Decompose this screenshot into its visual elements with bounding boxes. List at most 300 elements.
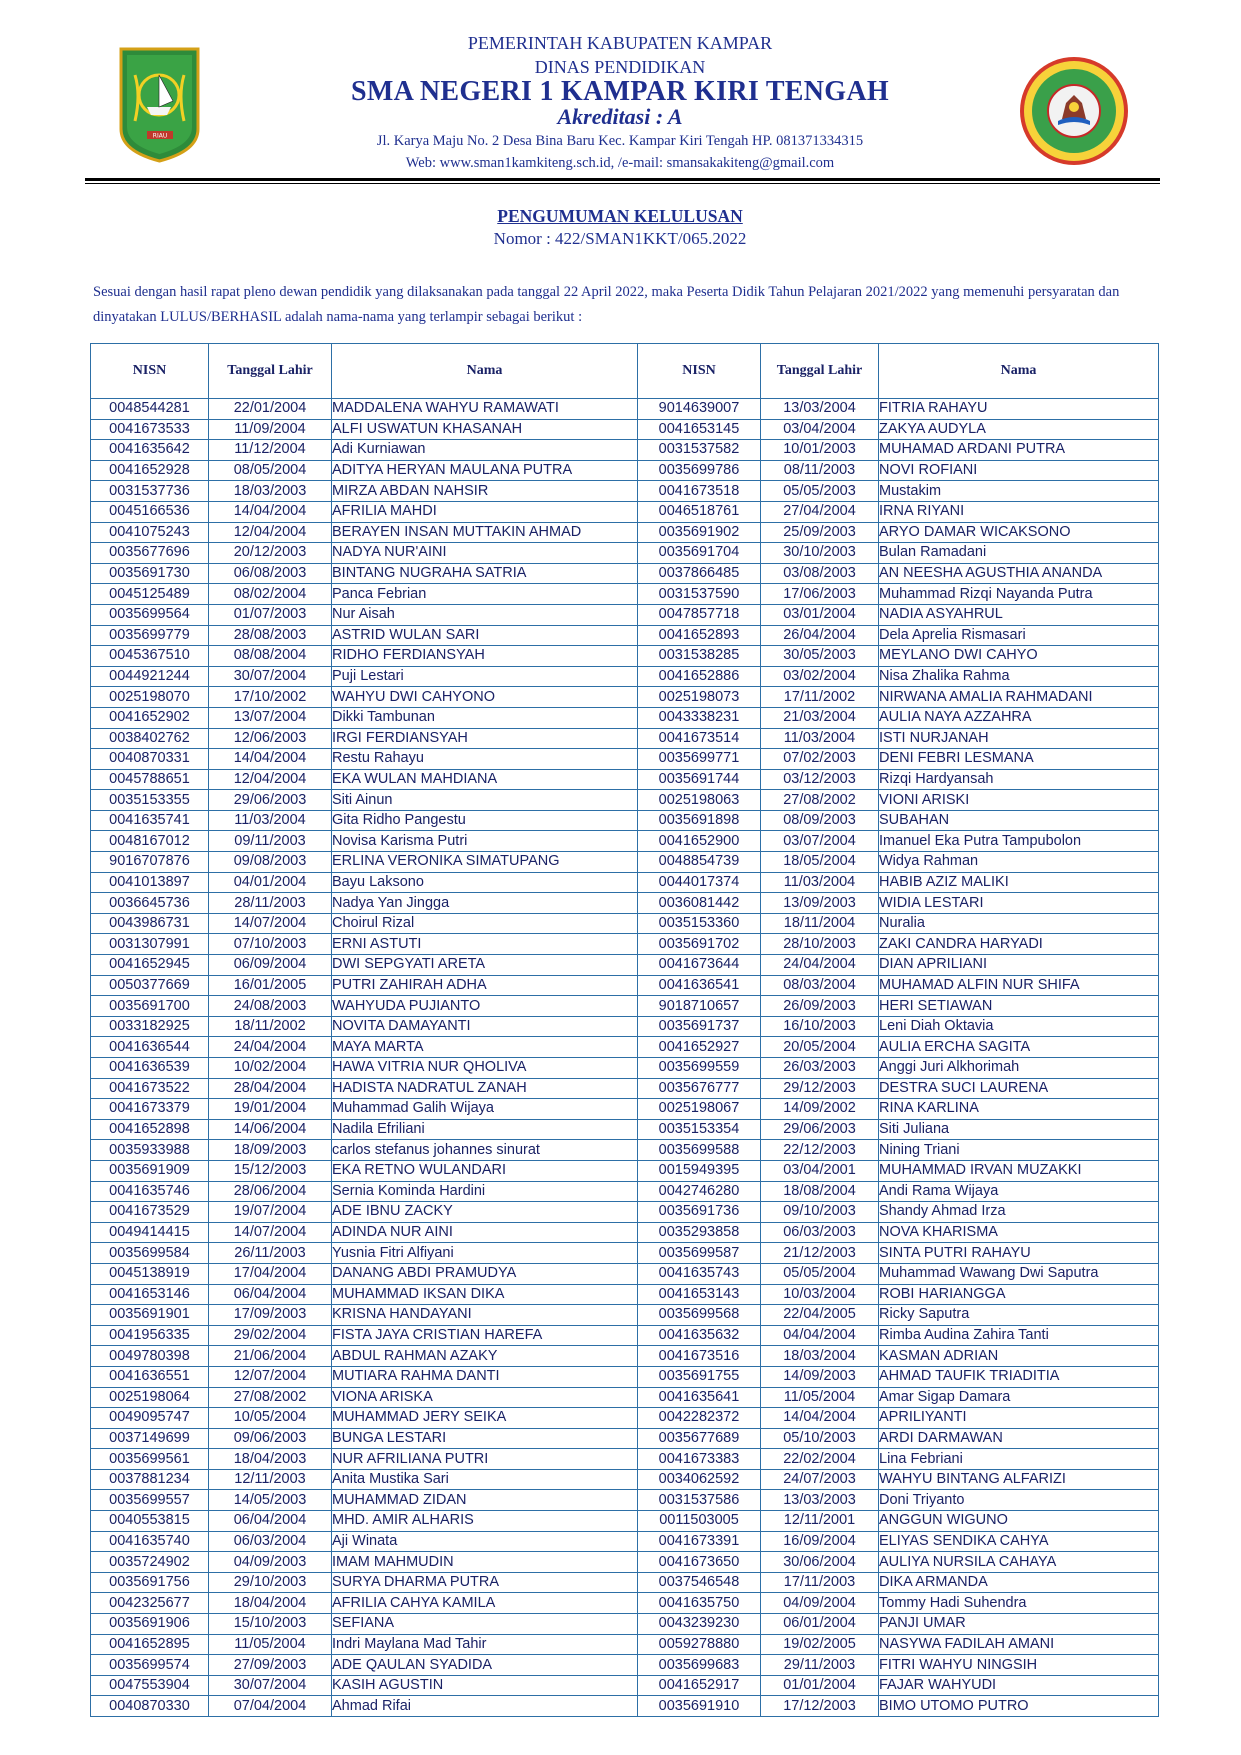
- table-row: [91, 1634, 1159, 1655]
- cell-name: AN NEESHA AGUSTHIA ANANDA: [879, 563, 1159, 584]
- cell-birth-date: 18/04/2004: [209, 1593, 332, 1614]
- cell-birth-date: 07/04/2004: [209, 1696, 332, 1717]
- cell-nisn: 0035699786: [638, 460, 761, 481]
- cell-birth-date: 05/05/2003: [761, 481, 879, 502]
- cell-nisn: 0049414415: [91, 1222, 209, 1243]
- table-row: [91, 501, 1159, 522]
- cell-name: Lina Febriani: [879, 1449, 1159, 1470]
- table-row: [91, 975, 1159, 996]
- cell-nisn: 0035676777: [638, 1078, 761, 1099]
- table-row: [91, 646, 1159, 667]
- cell-name: Dikki Tambunan: [332, 707, 638, 728]
- cell-nisn: 0041652893: [638, 625, 761, 646]
- cell-birth-date: 08/05/2004: [209, 460, 332, 481]
- cell-name: AULIA NAYA AZZAHRA: [879, 707, 1159, 728]
- cell-nisn: 0046518761: [638, 501, 761, 522]
- cell-name: Rimba Audina Zahira Tanti: [879, 1325, 1159, 1346]
- table-row: [91, 1593, 1159, 1614]
- cell-name: WAHYUDA PUJIANTO: [332, 996, 638, 1017]
- cell-nisn: 0041636544: [91, 1037, 209, 1058]
- cell-birth-date: 14/09/2003: [761, 1366, 879, 1387]
- cell-birth-date: 17/09/2003: [209, 1305, 332, 1326]
- cell-nisn: 0041652895: [91, 1634, 209, 1655]
- cell-nisn: 0025198073: [638, 687, 761, 708]
- cell-birth-date: 30/07/2004: [209, 666, 332, 687]
- cell-nisn: 0041673529: [91, 1202, 209, 1223]
- cell-nisn: 0045138919: [91, 1263, 209, 1284]
- cell-nisn: 0047857718: [638, 604, 761, 625]
- cell-name: NASYWA FADILAH AMANI: [879, 1634, 1159, 1655]
- cell-name: Siti Juliana: [879, 1119, 1159, 1140]
- cell-birth-date: 12/04/2004: [209, 769, 332, 790]
- cell-birth-date: 12/06/2003: [209, 728, 332, 749]
- cell-birth-date: 06/04/2004: [209, 1511, 332, 1532]
- table-row: [91, 1140, 1159, 1161]
- cell-nisn: 0031537736: [91, 481, 209, 502]
- cell-name: HERI SETIAWAN: [879, 996, 1159, 1017]
- cell-name: Restu Rahayu: [332, 749, 638, 770]
- cell-name: DWI SEPGYATI ARETA: [332, 955, 638, 976]
- cell-birth-date: 30/05/2003: [761, 646, 879, 667]
- cell-name: Nisa Zhalika Rahma: [879, 666, 1159, 687]
- cell-name: Mustakim: [879, 481, 1159, 502]
- cell-nisn: 0035699564: [91, 604, 209, 625]
- cell-birth-date: 06/09/2004: [209, 955, 332, 976]
- cell-name: Ahmad Rifai: [332, 1696, 638, 1717]
- school-seal-logo: [1018, 55, 1130, 167]
- table-row: [91, 1614, 1159, 1635]
- cell-name: ADITYA HERYAN MAULANA PUTRA: [332, 460, 638, 481]
- cell-nisn: 0025198064: [91, 1387, 209, 1408]
- cell-nisn: 0041673650: [638, 1552, 761, 1573]
- cell-birth-date: 27/08/2002: [761, 790, 879, 811]
- table-row: [91, 728, 1159, 749]
- table-row: [91, 769, 1159, 790]
- cell-name: EKA RETNO WULANDARI: [332, 1160, 638, 1181]
- header-nisn: NISN: [638, 344, 761, 399]
- cell-name: BIMO UTOMO PUTRO: [879, 1696, 1159, 1717]
- cell-name: VIONA ARISKA: [332, 1387, 638, 1408]
- letterhead-divider: [85, 178, 1160, 181]
- table-row: [91, 1058, 1159, 1079]
- cell-birth-date: 11/03/2004: [761, 728, 879, 749]
- cell-name: NOVA KHARISMA: [879, 1222, 1159, 1243]
- cell-birth-date: 14/07/2004: [209, 1222, 332, 1243]
- table-row: [91, 1016, 1159, 1037]
- cell-nisn: 0031538285: [638, 646, 761, 667]
- cell-birth-date: 12/04/2004: [209, 522, 332, 543]
- table-row: [91, 1181, 1159, 1202]
- cell-name: Aji Winata: [332, 1531, 638, 1552]
- cell-nisn: 0050377669: [91, 975, 209, 996]
- cell-birth-date: 19/07/2004: [209, 1202, 332, 1223]
- table-row: [91, 1099, 1159, 1120]
- cell-name: Shandy Ahmad Irza: [879, 1202, 1159, 1223]
- cell-name: FAJAR WAHYUDI: [879, 1675, 1159, 1696]
- cell-birth-date: 14/07/2004: [209, 913, 332, 934]
- cell-nisn: 0041075243: [91, 522, 209, 543]
- cell-birth-date: 25/09/2003: [761, 522, 879, 543]
- cell-nisn: 0041673391: [638, 1531, 761, 1552]
- cell-birth-date: 12/11/2001: [761, 1511, 879, 1532]
- cell-nisn: 0044921244: [91, 666, 209, 687]
- letterhead-accreditation: Akreditasi : A: [557, 104, 683, 129]
- cell-nisn: 0035699588: [638, 1140, 761, 1161]
- cell-name: MHD. AMIR ALHARIS: [332, 1511, 638, 1532]
- table-row: [91, 1119, 1159, 1140]
- cell-name: NADYA NUR'AINI: [332, 543, 638, 564]
- cell-nisn: 0041652928: [91, 460, 209, 481]
- table-row: [91, 666, 1159, 687]
- cell-birth-date: 05/05/2004: [761, 1263, 879, 1284]
- cell-birth-date: 13/03/2004: [761, 399, 879, 420]
- cell-nisn: 0036645736: [91, 893, 209, 914]
- cell-name: WAHYU DWI CAHYONO: [332, 687, 638, 708]
- cell-name: Doni Triyanto: [879, 1490, 1159, 1511]
- cell-name: Widya Rahman: [879, 852, 1159, 873]
- cell-name: Indri Maylana Mad Tahir: [332, 1634, 638, 1655]
- cell-birth-date: 30/06/2004: [761, 1552, 879, 1573]
- cell-name: ZAKI CANDRA HARYADI: [879, 934, 1159, 955]
- cell-nisn: 0041652917: [638, 1675, 761, 1696]
- cell-nisn: 0041635750: [638, 1593, 761, 1614]
- cell-birth-date: 24/07/2003: [761, 1469, 879, 1490]
- cell-nisn: 0035153355: [91, 790, 209, 811]
- cell-nisn: 0045125489: [91, 584, 209, 605]
- cell-birth-date: 28/06/2004: [209, 1181, 332, 1202]
- table-row: [91, 481, 1159, 502]
- cell-nisn: 0040870330: [91, 1696, 209, 1717]
- table-row: [91, 1675, 1159, 1696]
- header-birth-date: Tanggal Lahir: [209, 344, 332, 399]
- cell-name: IMAM MAHMUDIN: [332, 1552, 638, 1573]
- cell-name: Choirul Rizal: [332, 913, 638, 934]
- table-row: [91, 749, 1159, 770]
- cell-name: Ricky Saputra: [879, 1305, 1159, 1326]
- cell-nisn: 9016707876: [91, 852, 209, 873]
- cell-birth-date: 18/04/2003: [209, 1449, 332, 1470]
- cell-nisn: 0035691730: [91, 563, 209, 584]
- cell-nisn: 0041636551: [91, 1366, 209, 1387]
- cell-name: ADINDA NUR AINI: [332, 1222, 638, 1243]
- cell-nisn: 0041673518: [638, 481, 761, 502]
- cell-name: WIDIA LESTARI: [879, 893, 1159, 914]
- cell-nisn: 0035691902: [638, 522, 761, 543]
- table-row: [91, 1449, 1159, 1470]
- cell-nisn: 0041653143: [638, 1284, 761, 1305]
- table-row: [91, 584, 1159, 605]
- cell-name: MUTIARA RAHMA DANTI: [332, 1366, 638, 1387]
- cell-birth-date: 06/03/2003: [761, 1222, 879, 1243]
- cell-name: ERNI ASTUTI: [332, 934, 638, 955]
- table-row: [91, 913, 1159, 934]
- cell-birth-date: 14/04/2004: [209, 501, 332, 522]
- cell-birth-date: 11/03/2004: [209, 810, 332, 831]
- cell-birth-date: 11/05/2004: [209, 1634, 332, 1655]
- cell-name: SINTA PUTRI RAHAYU: [879, 1243, 1159, 1264]
- cell-nisn: 0035691909: [91, 1160, 209, 1181]
- letterhead-web: Web: www.sman1kamkiteng.sch.id, /e-mail: smansakakiteng@gmail.com: [405, 155, 835, 171]
- table-row: [91, 604, 1159, 625]
- table-row: [91, 1284, 1159, 1305]
- cell-name: HABIB AZIZ MALIKI: [879, 872, 1159, 893]
- cell-nisn: 0041673379: [91, 1099, 209, 1120]
- table-body: [91, 399, 1159, 1717]
- cell-nisn: 0035933988: [91, 1140, 209, 1161]
- cell-nisn: 0031537590: [638, 584, 761, 605]
- cell-birth-date: 07/02/2003: [761, 749, 879, 770]
- table-row: [91, 790, 1159, 811]
- table-row: [91, 625, 1159, 646]
- table-row: [91, 707, 1159, 728]
- table-row: [91, 934, 1159, 955]
- cell-name: NIRWANA AMALIA RAHMADANI: [879, 687, 1159, 708]
- cell-birth-date: 16/09/2004: [761, 1531, 879, 1552]
- cell-birth-date: 29/12/2003: [761, 1078, 879, 1099]
- cell-nisn: 0035691755: [638, 1366, 761, 1387]
- cell-birth-date: 11/09/2004: [209, 419, 332, 440]
- cell-name: Sernia Kominda Hardini: [332, 1181, 638, 1202]
- cell-name: KASIH AGUSTIN: [332, 1675, 638, 1696]
- cell-nisn: 0041652927: [638, 1037, 761, 1058]
- cell-birth-date: 03/08/2003: [761, 563, 879, 584]
- cell-name: MUHAMMAD ZIDAN: [332, 1490, 638, 1511]
- cell-birth-date: 06/01/2004: [761, 1614, 879, 1635]
- cell-birth-date: 29/06/2003: [761, 1119, 879, 1140]
- cell-name: ALFI USWATUN KHASANAH: [332, 419, 638, 440]
- cell-nisn: 0031537582: [638, 440, 761, 461]
- cell-nisn: 0041635642: [91, 440, 209, 461]
- table-row: [91, 996, 1159, 1017]
- table-row: [91, 522, 1159, 543]
- cell-name: DENI FEBRI LESMANA: [879, 749, 1159, 770]
- cell-birth-date: 03/12/2003: [761, 769, 879, 790]
- header-name: Nama: [879, 344, 1159, 399]
- cell-birth-date: 12/11/2003: [209, 1469, 332, 1490]
- cell-birth-date: 30/07/2004: [209, 1675, 332, 1696]
- table-row: [91, 1305, 1159, 1326]
- cell-name: FITRI WAHYU NINGSIH: [879, 1655, 1159, 1676]
- cell-nisn: 0041673644: [638, 955, 761, 976]
- cell-name: ADE QAULAN SYADIDA: [332, 1655, 638, 1676]
- cell-birth-date: 20/12/2003: [209, 543, 332, 564]
- table-row: [91, 1490, 1159, 1511]
- cell-birth-date: 05/10/2003: [761, 1428, 879, 1449]
- cell-birth-date: 03/04/2004: [761, 419, 879, 440]
- cell-nisn: 0041635632: [638, 1325, 761, 1346]
- table-row: [91, 687, 1159, 708]
- cell-nisn: 0048544281: [91, 399, 209, 420]
- cell-nisn: 0059278880: [638, 1634, 761, 1655]
- cell-birth-date: 09/08/2003: [209, 852, 332, 873]
- cell-name: ASTRID WULAN SARI: [332, 625, 638, 646]
- cell-nisn: 0035699574: [91, 1655, 209, 1676]
- cell-birth-date: 10/03/2004: [761, 1284, 879, 1305]
- cell-birth-date: 18/08/2004: [761, 1181, 879, 1202]
- cell-nisn: 0025198067: [638, 1099, 761, 1120]
- cell-name: ANGGUN WIGUNO: [879, 1511, 1159, 1532]
- table-row: [91, 1325, 1159, 1346]
- cell-nisn: 0043986731: [91, 913, 209, 934]
- cell-name: Nuralia: [879, 913, 1159, 934]
- table-row: [91, 831, 1159, 852]
- cell-nisn: 0031307991: [91, 934, 209, 955]
- cell-nisn: 9018710657: [638, 996, 761, 1017]
- cell-birth-date: 28/08/2003: [209, 625, 332, 646]
- cell-birth-date: 04/09/2003: [209, 1552, 332, 1573]
- cell-nisn: 0041653145: [638, 419, 761, 440]
- cell-birth-date: 19/01/2004: [209, 1099, 332, 1120]
- cell-name: ARDI DARMAWAN: [879, 1428, 1159, 1449]
- header-name: Nama: [332, 344, 638, 399]
- cell-name: Puji Lestari: [332, 666, 638, 687]
- table-row: [91, 543, 1159, 564]
- table-row: [91, 955, 1159, 976]
- cell-name: DESTRA SUCI LAURENA: [879, 1078, 1159, 1099]
- cell-name: Anita Mustika Sari: [332, 1469, 638, 1490]
- cell-birth-date: 08/08/2004: [209, 646, 332, 667]
- table-row: [91, 1655, 1159, 1676]
- cell-name: Amar Sigap Damara: [879, 1387, 1159, 1408]
- cell-nisn: 0031537586: [638, 1490, 761, 1511]
- table-row: [91, 1696, 1159, 1717]
- cell-birth-date: 13/03/2003: [761, 1490, 879, 1511]
- cell-name: Bayu Laksono: [332, 872, 638, 893]
- cell-birth-date: 24/08/2003: [209, 996, 332, 1017]
- cell-birth-date: 18/11/2002: [209, 1016, 332, 1037]
- cell-birth-date: 27/09/2003: [209, 1655, 332, 1676]
- cell-name: FITRIA RAHAYU: [879, 399, 1159, 420]
- cell-nisn: 0035699584: [91, 1243, 209, 1264]
- cell-birth-date: 18/05/2004: [761, 852, 879, 873]
- cell-nisn: 0041673533: [91, 419, 209, 440]
- cell-birth-date: 11/05/2004: [761, 1387, 879, 1408]
- cell-nisn: 0035691704: [638, 543, 761, 564]
- cell-birth-date: 17/11/2002: [761, 687, 879, 708]
- cell-birth-date: 10/01/2003: [761, 440, 879, 461]
- cell-birth-date: 07/10/2003: [209, 934, 332, 955]
- table-row: [91, 460, 1159, 481]
- cell-name: MEYLANO DWI CAHYO: [879, 646, 1159, 667]
- cell-name: Nadya Yan Jingga: [332, 893, 638, 914]
- table-row: [91, 852, 1159, 873]
- cell-nisn: 0040870331: [91, 749, 209, 770]
- cell-birth-date: 17/06/2003: [761, 584, 879, 605]
- cell-nisn: 0035699561: [91, 1449, 209, 1470]
- cell-name: IRGI FERDIANSYAH: [332, 728, 638, 749]
- cell-name: NOVITA DAMAYANTI: [332, 1016, 638, 1037]
- cell-name: MUHAMMAD IKSAN DIKA: [332, 1284, 638, 1305]
- letterhead-school-name: SMA NEGERI 1 KAMPAR KIRI TENGAH: [351, 76, 889, 107]
- announcement-number: Nomor : 422/SMAN1KKT/065.2022: [493, 229, 747, 248]
- cell-birth-date: 10/05/2004: [209, 1408, 332, 1429]
- cell-birth-date: 26/03/2003: [761, 1058, 879, 1079]
- cell-nisn: 0035699683: [638, 1655, 761, 1676]
- cell-nisn: 0035724902: [91, 1552, 209, 1573]
- table-row: [91, 810, 1159, 831]
- cell-name: AHMAD TAUFIK TRIADITIA: [879, 1366, 1159, 1387]
- table-row: [91, 399, 1159, 420]
- cell-birth-date: 08/11/2003: [761, 460, 879, 481]
- cell-nisn: 0035153360: [638, 913, 761, 934]
- cell-nisn: 0048854739: [638, 852, 761, 873]
- cell-birth-date: 08/02/2004: [209, 584, 332, 605]
- cell-name: carlos stefanus johannes sinurat: [332, 1140, 638, 1161]
- table-row: [91, 1037, 1159, 1058]
- cell-birth-date: 19/02/2005: [761, 1634, 879, 1655]
- cell-nisn: 0041652898: [91, 1119, 209, 1140]
- cell-birth-date: 27/04/2004: [761, 501, 879, 522]
- cell-nisn: 0035691736: [638, 1202, 761, 1223]
- cell-name: ELIYAS SENDIKA CAHYA: [879, 1531, 1159, 1552]
- cell-name: AULIYA NURSILA CAHAYA: [879, 1552, 1159, 1573]
- cell-nisn: 0041635743: [638, 1263, 761, 1284]
- table-row: [91, 1387, 1159, 1408]
- table-row: [91, 1428, 1159, 1449]
- cell-nisn: 0035699559: [638, 1058, 761, 1079]
- cell-name: BINTANG NUGRAHA SATRIA: [332, 563, 638, 584]
- cell-nisn: 0041673383: [638, 1449, 761, 1470]
- cell-birth-date: 04/01/2004: [209, 872, 332, 893]
- cell-name: MIRZA ABDAN NAHSIR: [332, 481, 638, 502]
- cell-nisn: 0041635741: [91, 810, 209, 831]
- table-row: [91, 1078, 1159, 1099]
- cell-nisn: 0041956335: [91, 1325, 209, 1346]
- cell-name: FISTA JAYA CRISTIAN HAREFA: [332, 1325, 638, 1346]
- cell-birth-date: 29/10/2003: [209, 1572, 332, 1593]
- table-row: [91, 1511, 1159, 1532]
- cell-birth-date: 21/03/2004: [761, 707, 879, 728]
- cell-nisn: 0035691906: [91, 1614, 209, 1635]
- cell-name: Adi Kurniawan: [332, 440, 638, 461]
- cell-nisn: 0035699568: [638, 1305, 761, 1326]
- cell-birth-date: 26/11/2003: [209, 1243, 332, 1264]
- cell-name: Muhammad Wawang Dwi Saputra: [879, 1263, 1159, 1284]
- cell-name: ROBI HARIANGGA: [879, 1284, 1159, 1305]
- cell-birth-date: 28/10/2003: [761, 934, 879, 955]
- cell-birth-date: 10/02/2004: [209, 1058, 332, 1079]
- cell-birth-date: 14/04/2004: [761, 1408, 879, 1429]
- cell-name: ADE IBNU ZACKY: [332, 1202, 638, 1223]
- cell-name: EKA WULAN MAHDIANA: [332, 769, 638, 790]
- cell-birth-date: 26/09/2003: [761, 996, 879, 1017]
- cell-birth-date: 14/09/2002: [761, 1099, 879, 1120]
- cell-name: AFRILIA MAHDI: [332, 501, 638, 522]
- cell-birth-date: 16/10/2003: [761, 1016, 879, 1037]
- cell-birth-date: 22/04/2005: [761, 1305, 879, 1326]
- cell-name: KASMAN ADRIAN: [879, 1346, 1159, 1367]
- cell-name: Leni Diah Oktavia: [879, 1016, 1159, 1037]
- cell-nisn: 0041635740: [91, 1531, 209, 1552]
- cell-name: Nadila Efriliani: [332, 1119, 638, 1140]
- cell-birth-date: 18/03/2003: [209, 481, 332, 502]
- cell-nisn: 0041673516: [638, 1346, 761, 1367]
- table-row: [91, 563, 1159, 584]
- cell-birth-date: 24/04/2004: [761, 955, 879, 976]
- cell-nisn: 0047553904: [91, 1675, 209, 1696]
- cell-birth-date: 27/08/2002: [209, 1387, 332, 1408]
- cell-nisn: 0049780398: [91, 1346, 209, 1367]
- cell-nisn: 0035699557: [91, 1490, 209, 1511]
- cell-name: Yusnia Fitri Alfiyani: [332, 1243, 638, 1264]
- letterhead-government: PEMERINTAH KABUPATEN KAMPAR: [467, 33, 773, 53]
- cell-nisn: 0048167012: [91, 831, 209, 852]
- cell-nisn: 0043239230: [638, 1614, 761, 1635]
- cell-name: Panca Febrian: [332, 584, 638, 605]
- cell-name: KRISNA HANDAYANI: [332, 1305, 638, 1326]
- cell-birth-date: 03/07/2004: [761, 831, 879, 852]
- cell-nisn: 0042746280: [638, 1181, 761, 1202]
